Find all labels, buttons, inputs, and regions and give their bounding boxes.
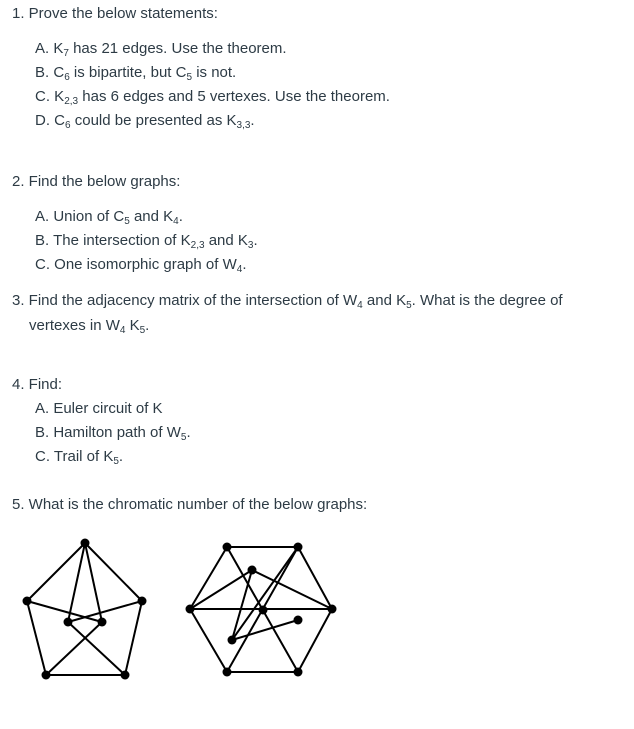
- q4-item-c: C. Trail of $K_5$.: [35, 448, 124, 467]
- graph-left: [27, 543, 142, 675]
- graph-left-vertex: [23, 597, 32, 606]
- q4-item-b: B. Hamilton path of $W_5$.: [35, 424, 191, 443]
- q1-item-a: A. $K_7$ has 21 edges. Use the theorem.: [35, 40, 287, 59]
- graph-left-vertex: [138, 597, 147, 606]
- graph-left-vertex: [81, 539, 90, 548]
- graph-right-vertex: [223, 668, 232, 677]
- q3-line-2: vertexes in $W_4$ $K_5$.: [29, 317, 150, 336]
- q2-heading: 2. Find the below graphs:: [12, 173, 181, 190]
- graph-left-vertex: [42, 671, 51, 680]
- graph-left-vertex: [98, 618, 107, 627]
- q2-item-a: A. Union of $C_5$ and $K_4$.: [35, 208, 183, 227]
- graph-right-vertex: [294, 616, 303, 625]
- graph-right-vertex: [328, 605, 337, 614]
- q1-item-c: C. $K_{2,3}$ has 6 edges and 5 vertexes. Use the theorem.: [35, 88, 390, 107]
- graph-right-vertex: [248, 566, 257, 575]
- graph-right-vertex: [186, 605, 195, 614]
- graph-left-vertex: [64, 618, 73, 627]
- graph-right-vertex: [223, 543, 232, 552]
- q1-item-b: B. $C_6$ is bipartite, but $C_5$ is not.: [35, 64, 237, 83]
- q2-item-b: B. The intersection of $K_{2,3}$ and $K_3$.: [35, 232, 258, 251]
- q1-item-d: D. $C_6$ could be presented as $K_{3,3}$.: [35, 112, 255, 131]
- q2-item-c: C. One isomorphic graph of $W_4$.: [35, 256, 247, 275]
- graph-right-vertex: [294, 668, 303, 677]
- q3-line-1: 3. Find the adjacency matrix of the intersection of $W_4$ and $K_5$. What is the degree of: [12, 292, 563, 311]
- q4-heading: 4. Find:: [12, 376, 63, 393]
- q5-heading: 5. What is the chromatic number of the below graphs:: [12, 496, 368, 513]
- graph-right-vertex: [259, 606, 268, 615]
- q1-heading: 1. Prove the below statements:: [12, 5, 218, 22]
- graph-right-vertex: [228, 636, 237, 645]
- graph-right-vertex: [294, 543, 303, 552]
- q4-item-a: A. Euler circuit of K: [35, 400, 163, 417]
- graph-left-vertex: [121, 671, 130, 680]
